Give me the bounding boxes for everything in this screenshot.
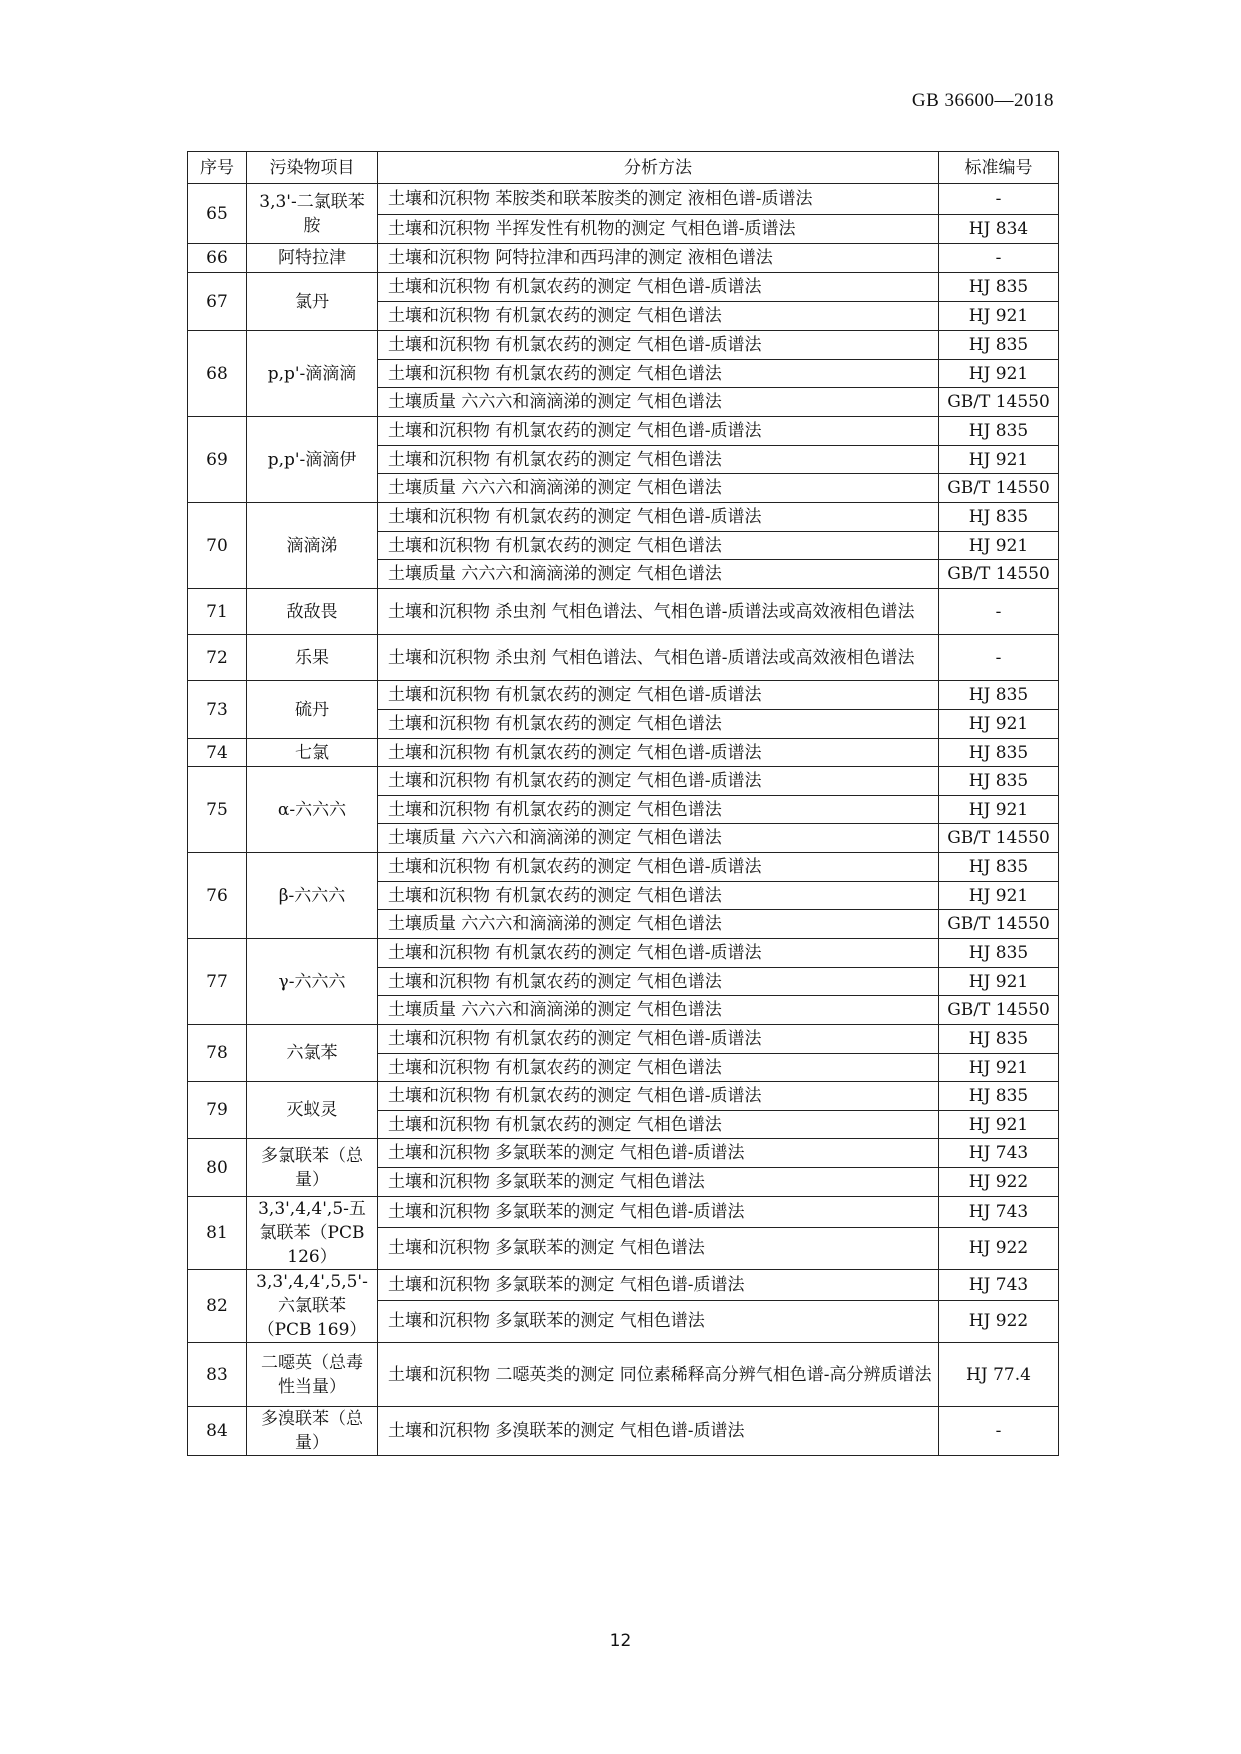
pollutant-name: 二噁英（总毒性当量） <box>247 1343 378 1407</box>
analysis-method: 土壤和沉积物 多溴联苯的测定 气相色谱-质谱法 <box>378 1407 939 1456</box>
analysis-method: 土壤质量 六六六和滴滴涕的测定 气相色谱法 <box>378 474 939 503</box>
standard-number: HJ 921 <box>939 968 1059 996</box>
pollutant-name: γ-六六六 <box>247 939 378 1025</box>
pollutant-name: α-六六六 <box>247 767 378 853</box>
row-number: 73 <box>188 681 247 739</box>
row-number: 78 <box>188 1025 247 1082</box>
table-row <box>188 1197 1059 1228</box>
column-header-method: 分析方法 <box>378 152 939 184</box>
standard-number: HJ 921 <box>939 710 1059 739</box>
standard-number: GB/T 14550 <box>939 388 1059 417</box>
row-number: 66 <box>188 244 247 273</box>
column-header-pollutant: 污染物项目 <box>247 152 378 184</box>
analysis-method: 土壤和沉积物 多氯联苯的测定 气相色谱法 <box>378 1227 939 1270</box>
analysis-method: 土壤和沉积物 有机氯农药的测定 气相色谱-质谱法 <box>378 503 939 532</box>
analysis-method: 土壤和沉积物 有机氯农药的测定 气相色谱-质谱法 <box>378 767 939 796</box>
table-row <box>188 739 1059 767</box>
row-number: 69 <box>188 417 247 503</box>
analysis-method: 土壤和沉积物 苯胺类和联苯胺类的测定 液相色谱-质谱法 <box>378 184 939 215</box>
standard-number: HJ 921 <box>939 360 1059 388</box>
analysis-method: 土壤和沉积物 有机氯农药的测定 气相色谱-质谱法 <box>378 853 939 882</box>
table-row <box>188 1407 1059 1456</box>
standard-number: HJ 835 <box>939 853 1059 882</box>
row-number: 76 <box>188 853 247 939</box>
analysis-method: 土壤和沉积物 多氯联苯的测定 气相色谱-质谱法 <box>378 1197 939 1228</box>
standard-number: HJ 921 <box>939 302 1059 331</box>
analysis-method: 土壤和沉积物 有机氯农药的测定 气相色谱法 <box>378 302 939 331</box>
pollutant-name: 敌敌畏 <box>247 589 378 635</box>
standard-number: - <box>939 589 1059 635</box>
pollutant-name: 滴滴涕 <box>247 503 378 589</box>
standard-number: HJ 922 <box>939 1227 1059 1270</box>
row-number: 67 <box>188 273 247 331</box>
analysis-method: 土壤和沉积物 有机氯农药的测定 气相色谱-质谱法 <box>378 1025 939 1054</box>
analysis-method: 土壤和沉积物 多氯联苯的测定 气相色谱-质谱法 <box>378 1270 939 1301</box>
standard-number: GB/T 14550 <box>939 824 1059 853</box>
standard-number: GB/T 14550 <box>939 474 1059 503</box>
analysis-method: 土壤质量 六六六和滴滴涕的测定 气相色谱法 <box>378 910 939 939</box>
analysis-method: 土壤质量 六六六和滴滴涕的测定 气相色谱法 <box>378 996 939 1025</box>
pollutant-name: p,p'-滴滴滴 <box>247 331 378 417</box>
pollutant-name: 六氯苯 <box>247 1025 378 1082</box>
standard-number: HJ 834 <box>939 215 1059 244</box>
table-row <box>188 767 1059 796</box>
pollutant-name: 多溴联苯（总量） <box>247 1407 378 1456</box>
pollutant-name: 3,3',4,4',5,5'-六氯联苯（PCB 169） <box>247 1270 378 1343</box>
analysis-method: 土壤和沉积物 多氯联苯的测定 气相色谱-质谱法 <box>378 1139 939 1168</box>
analysis-method: 土壤和沉积物 有机氯农药的测定 气相色谱法 <box>378 1111 939 1139</box>
column-header-no: 序号 <box>188 152 247 184</box>
pollutant-name: β-六六六 <box>247 853 378 939</box>
standard-number: HJ 835 <box>939 503 1059 532</box>
pollutant-name: 硫丹 <box>247 681 378 739</box>
standard-number: GB/T 14550 <box>939 996 1059 1025</box>
table-row <box>188 1139 1059 1168</box>
standard-number: HJ 835 <box>939 417 1059 446</box>
standard-number: HJ 743 <box>939 1139 1059 1168</box>
analysis-method: 土壤和沉积物 有机氯农药的测定 气相色谱法 <box>378 1054 939 1082</box>
analysis-method: 土壤质量 六六六和滴滴涕的测定 气相色谱法 <box>378 560 939 589</box>
standard-number: HJ 835 <box>939 331 1059 360</box>
standard-number: HJ 922 <box>939 1300 1059 1342</box>
table-row <box>188 1343 1059 1407</box>
analysis-method: 土壤和沉积物 有机氯农药的测定 气相色谱法 <box>378 360 939 388</box>
standard-number: - <box>939 244 1059 273</box>
table-row <box>188 1025 1059 1054</box>
row-number: 82 <box>188 1270 247 1343</box>
standard-number: HJ 921 <box>939 1111 1059 1139</box>
pollutant-name: 3,3',4,4',5-五氯联苯（PCB 126） <box>247 1197 378 1270</box>
pollutant-name: 七氯 <box>247 739 378 767</box>
analysis-method: 土壤和沉积物 有机氯农药的测定 气相色谱-质谱法 <box>378 681 939 710</box>
table-body <box>188 184 1059 1456</box>
table-row <box>188 939 1059 968</box>
standard-number: HJ 921 <box>939 446 1059 474</box>
table-row <box>188 681 1059 710</box>
analysis-method: 土壤和沉积物 有机氯农药的测定 气相色谱法 <box>378 796 939 824</box>
analysis-method: 土壤和沉积物 有机氯农药的测定 气相色谱法 <box>378 446 939 474</box>
standard-number: HJ 835 <box>939 1025 1059 1054</box>
analysis-method: 土壤和沉积物 二噁英类的测定 同位素稀释高分辨气相色谱-高分辨质谱法 <box>378 1343 939 1407</box>
pollutant-name: 灭蚁灵 <box>247 1082 378 1139</box>
standard-number: HJ 77.4 <box>939 1343 1059 1407</box>
standard-number: - <box>939 184 1059 215</box>
row-number: 72 <box>188 635 247 681</box>
analysis-method: 土壤质量 六六六和滴滴涕的测定 气相色谱法 <box>378 824 939 853</box>
standard-number: HJ 835 <box>939 273 1059 302</box>
standard-number: HJ 921 <box>939 796 1059 824</box>
table-row <box>188 331 1059 360</box>
row-number: 83 <box>188 1343 247 1407</box>
analysis-method: 土壤和沉积物 有机氯农药的测定 气相色谱-质谱法 <box>378 331 939 360</box>
standard-number: HJ 835 <box>939 1082 1059 1111</box>
row-number: 65 <box>188 184 247 244</box>
page-number: 12 <box>609 1631 632 1651</box>
analysis-method: 土壤和沉积物 有机氯农药的测定 气相色谱法 <box>378 710 939 739</box>
row-number: 84 <box>188 1407 247 1456</box>
pollutant-name: 氯丹 <box>247 273 378 331</box>
standard-number: HJ 835 <box>939 681 1059 710</box>
row-number: 70 <box>188 503 247 589</box>
analysis-method: 土壤和沉积物 杀虫剂 气相色谱法、气相色谱-质谱法或高效液相色谱法 <box>378 589 939 635</box>
header-row <box>188 152 1059 184</box>
table-row <box>188 635 1059 681</box>
analysis-method: 土壤和沉积物 有机氯农药的测定 气相色谱法 <box>378 532 939 560</box>
table-row <box>188 503 1059 532</box>
analysis-method: 土壤和沉积物 有机氯农药的测定 气相色谱-质谱法 <box>378 273 939 302</box>
analysis-method: 土壤和沉积物 有机氯农药的测定 气相色谱法 <box>378 968 939 996</box>
table-row <box>188 1082 1059 1111</box>
column-header-standard: 标准编号 <box>939 152 1059 184</box>
standard-number: GB/T 14550 <box>939 560 1059 589</box>
standard-number: HJ 835 <box>939 739 1059 767</box>
analysis-method: 土壤和沉积物 有机氯农药的测定 气相色谱法 <box>378 882 939 910</box>
row-number: 74 <box>188 739 247 767</box>
standard-number: - <box>939 1407 1059 1456</box>
standard-number: - <box>939 635 1059 681</box>
table-row <box>188 244 1059 273</box>
analysis-method: 土壤和沉积物 阿特拉津和西玛津的测定 液相色谱法 <box>378 244 939 273</box>
standard-number: HJ 921 <box>939 882 1059 910</box>
row-number: 68 <box>188 331 247 417</box>
pollutant-name: p,p'-滴滴伊 <box>247 417 378 503</box>
analysis-method: 土壤和沉积物 多氯联苯的测定 气相色谱法 <box>378 1168 939 1197</box>
row-number: 75 <box>188 767 247 853</box>
table-row <box>188 1270 1059 1301</box>
table-row <box>188 273 1059 302</box>
standard-number: HJ 921 <box>939 532 1059 560</box>
row-number: 80 <box>188 1139 247 1197</box>
standard-number: HJ 743 <box>939 1197 1059 1228</box>
analysis-method: 土壤质量 六六六和滴滴涕的测定 气相色谱法 <box>378 388 939 417</box>
row-number: 81 <box>188 1197 247 1270</box>
table-row <box>188 417 1059 446</box>
analysis-method: 土壤和沉积物 有机氯农药的测定 气相色谱-质谱法 <box>378 417 939 446</box>
pollutant-name: 乐果 <box>247 635 378 681</box>
pollutant-name: 多氯联苯（总量） <box>247 1139 378 1197</box>
analysis-method: 土壤和沉积物 有机氯农药的测定 气相色谱-质谱法 <box>378 939 939 968</box>
standard-code: GB 36600—2018 <box>911 90 1054 111</box>
analysis-method: 土壤和沉积物 多氯联苯的测定 气相色谱法 <box>378 1300 939 1342</box>
standard-number: HJ 835 <box>939 939 1059 968</box>
analysis-method-table <box>187 151 1059 1456</box>
analysis-method: 土壤和沉积物 杀虫剂 气相色谱法、气相色谱-质谱法或高效液相色谱法 <box>378 635 939 681</box>
table-row <box>188 853 1059 882</box>
standard-number: HJ 921 <box>939 1054 1059 1082</box>
table-row <box>188 184 1059 215</box>
analysis-method: 土壤和沉积物 有机氯农药的测定 气相色谱-质谱法 <box>378 739 939 767</box>
row-number: 79 <box>188 1082 247 1139</box>
table-row <box>188 589 1059 635</box>
analysis-method: 土壤和沉积物 有机氯农药的测定 气相色谱-质谱法 <box>378 1082 939 1111</box>
row-number: 77 <box>188 939 247 1025</box>
row-number: 71 <box>188 589 247 635</box>
table-header <box>188 152 1059 184</box>
pollutant-name: 阿特拉津 <box>247 244 378 273</box>
standard-number: GB/T 14550 <box>939 910 1059 939</box>
standard-number: HJ 922 <box>939 1168 1059 1197</box>
standard-number: HJ 743 <box>939 1270 1059 1301</box>
pollutant-name: 3,3'-二氯联苯胺 <box>247 184 378 244</box>
standard-number: HJ 835 <box>939 767 1059 796</box>
analysis-method: 土壤和沉积物 半挥发性有机物的测定 气相色谱-质谱法 <box>378 215 939 244</box>
